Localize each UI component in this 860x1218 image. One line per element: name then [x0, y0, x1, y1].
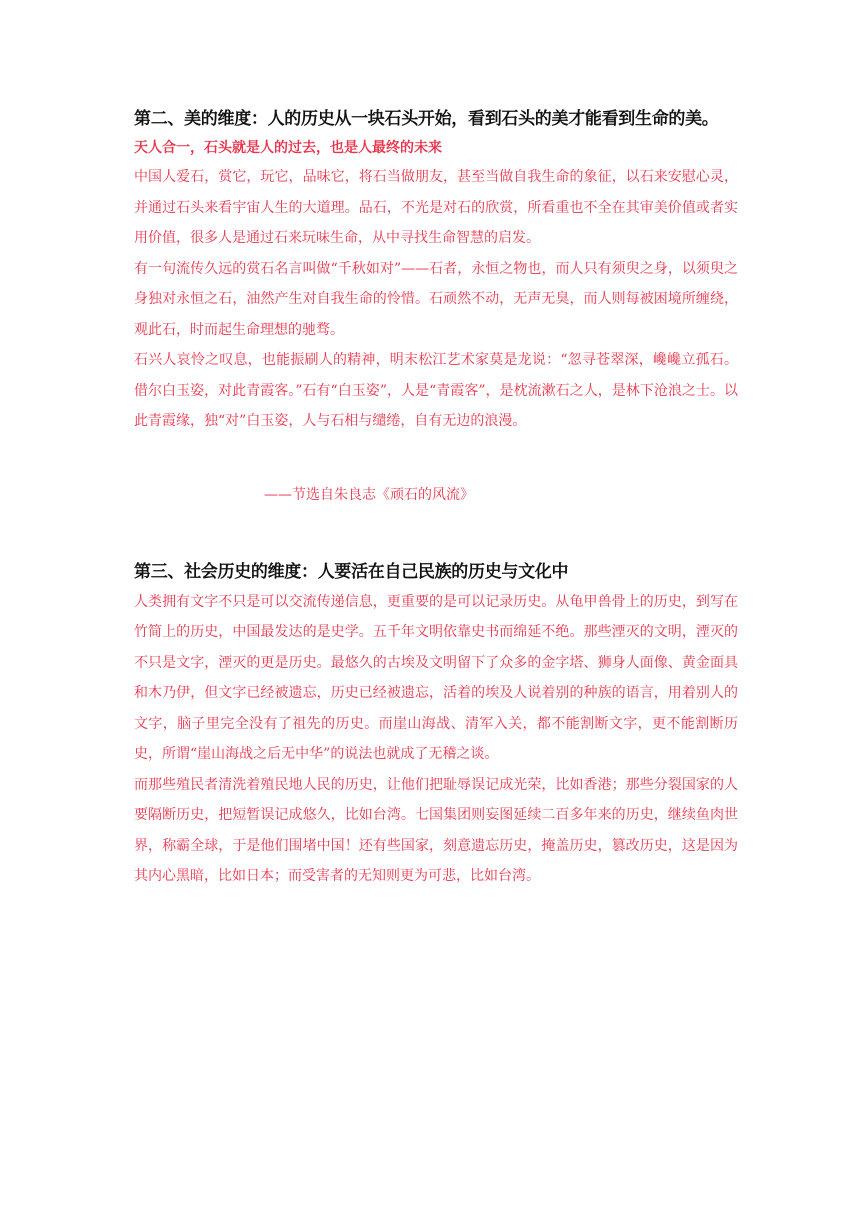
section-social-history-dimension	[134, 557, 738, 892]
section-heading: 第三、社会历史的维度：人要活在自己民族的历史与文化中	[134, 561, 569, 582]
paragraph: 中国人爱石，赏它，玩它，品味它，将石当做朋友，甚至当做自我生命的象征，以石来安慰心灵，并通过石头来看宇宙人生的大道理。品石，不光是对石的欣赏，所看重也不全在其审美价值或者实用价值，很多人是通过石来玩味生命，从中寻找生命智慧的启发。	[134, 169, 738, 246]
section-subheading: 天人合一，石头就是人的过去，也是人最终的未来	[134, 140, 442, 156]
section-heading: 第二、美的维度：人的历史从一块石头开始，看到石头的美才能看到生命的美。	[134, 109, 719, 129]
paragraph: 石兴人哀怜之叹息，也能振刷人的精神，明末松江艺术家莫是龙说：“忽寻苍翠深，巉巉立孤石。借尔白玉姿，对此青霞客。”石有“白玉姿”，人是“青霞客”，是枕流漱石之人，是林下沧浪之士。以此青霞缘，独“对”白玉姿，人与石相与缱绻，自有无边的浪漫。	[134, 352, 738, 429]
section-beauty-dimension	[134, 104, 738, 509]
paragraph: 有一句流传久远的赏石名言叫做“千秋如对”——石者，永恒之物也，而人只有须臾之身，以须臾之身独对永恒之石，油然产生对自我生命的怜惜。石顽然不动，无声无臭，而人则每被困境所缠绕，观此石，时而起生命理想的驰骛。	[134, 260, 738, 338]
document-body	[134, 104, 738, 892]
source-citation: ——节选自朱良志《顽石的风流》	[264, 486, 474, 503]
paragraph: 人类拥有文字不只是可以交流传递信息，更重要的是可以记录历史。从龟甲兽骨上的历史，到写在竹简上的历史，中国最发达的是史学。五千年文明依靠史书而绵延不绝。那些湮灭的文明，湮灭的不只是文字，湮灭的更是历史。最悠久的古埃及文明留下了众多的金字塔、狮身人面像、黄金面具和木乃伊，但文字已经被遗忘，历史已经被遗忘，活着的埃及人说着别的种族的语言，用着别人的文字，脑子里完全没有了祖先的历史。而崖山海战、清军入关，都不能割断文字，更不能割断历史，所谓“崖山海战之后无中华”的说法也就成了无稽之谈。	[134, 593, 738, 762]
paragraph: 而那些殖民者清洗着殖民地人民的历史，让他们把耻辱误记成光荣，比如香港；那些分裂国家的人要隔断历史，把短暂误记成悠久，比如台湾。七国集团则妄图延续二百多年来的历史，继续鱼肉世界，称霸全球，于是他们围堵中国！还有些国家，刻意遗忘历史，掩盖历史，篡改历史，这是因为其内心黑暗，比如日本；而受害者的无知则更为可悲，比如台湾。	[134, 776, 738, 884]
